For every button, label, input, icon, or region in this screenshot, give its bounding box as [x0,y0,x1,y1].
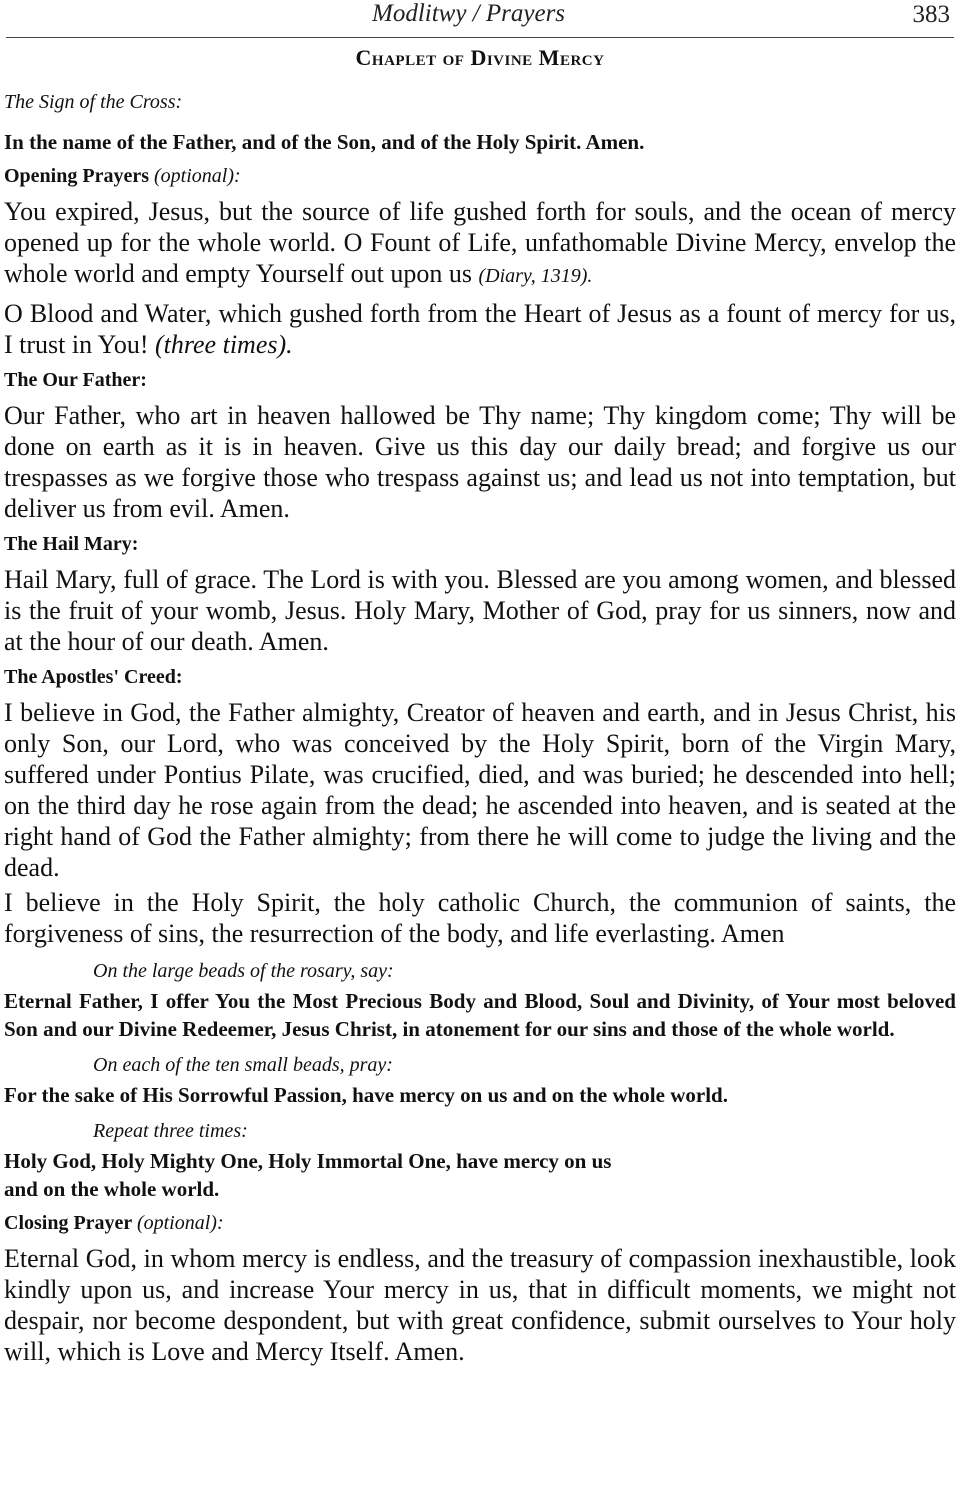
closing-prayer-optional: (optional): [136,1212,224,1234]
closing-prayer-heading [4,1209,956,1237]
chapter-title: Chaplet of Divine Mercy [355,45,605,70]
opening-prayers-title: Opening Prayers [4,165,149,187]
trisagion-line-1: Holy God, Holy Mighty One, Holy Immortal One, have mercy on us [4,1149,612,1173]
small-beads-instruction: On each of the ten small beads, pray: [93,1054,393,1076]
closing-prayer-text: Eternal God, in whom mercy is endless, and the treasury of compassion inexhaustible, look kindly upon us, and increase Your mercy in us, that in difficult moments, we might not despair, nor become despondent, but with great confidence, submit ourselves to Your holy will, which is Love and Mercy Itself. Amen. [4,1244,956,1366]
our-father-heading: The Our Father: [4,369,147,391]
apostles-creed-paragraph-2: I believe in the Holy Spirit, the holy catholic Church, the communion of saints, the forgiveness of sins, the resurrection of the body, and life everlasting. Amen [4,888,956,948]
apostles-creed-heading: The Apostles' Creed: [4,666,183,688]
header-rule [6,37,954,38]
repeat-instruction: Repeat three times: [93,1120,248,1142]
running-header: Modlitwy / Prayers [372,0,566,27]
trisagion-line-2: and on the whole world. [4,1177,220,1201]
page-header [0,0,960,38]
hail-mary-heading: The Hail Mary: [4,533,139,555]
page-number: 383 [912,1,950,28]
opening-prayers-optional: (optional): [154,165,241,187]
small-beads-prayer: For the sake of His Sorrowful Passion, have mercy on us and on the whole world. [4,1083,728,1107]
closing-prayer-title: Closing Prayer [4,1212,132,1234]
hail-mary-text: Hail Mary, full of grace. The Lord is with you. Blessed are you among women, and blessed is the fruit of your womb, Jesus. Holy Mary, Mother of God, pray for us sinners, now and at the hour of our death. Amen. [4,565,956,656]
opening-prayer-2-text: O Blood and Water, which gushed forth from the Heart of Jesus as a fount of mercy for us, I trust in You! [4,299,956,359]
opening-prayer-2 [4,298,956,360]
trisagion-prayer [4,1147,956,1203]
document-body [4,86,956,1367]
large-beads-prayer: Eternal Father, I offer You the Most Precious Body and Blood, Soul and Divinity, of Your most beloved Son and our Divine Redeemer, Jesus Christ, in atonement for our sins and those of the whole world. [4,989,956,1041]
sign-of-cross-label: The Sign of the Cross: [4,91,183,113]
opening-prayer-1 [4,196,956,292]
opening-prayer-1-text: You expired, Jesus, but the source of life gushed forth for souls, and the ocean of mercy opened up for the whole world. O Fount of Life, unfathomable Divine Mercy, envelop the whole world and empty Yourself out upon us [4,197,956,288]
apostles-creed-paragraph-1: I believe in God, the Father almighty, Creator of heaven and earth, and in Jesus Christ, his only Son, our Lord, who was conceived by the Holy Spirit, born of the Virgin Mary, suffered under Pontius Pilate, was crucified, died, and was buried; he descended into hell; on the third day he rose again from the dead; he ascended into heaven, and is seated at the right hand of God the Father almighty; from there he will come to judge the living and the dead. [4,698,956,882]
three-times-note: (three times). [154,330,293,359]
diary-reference: (Diary, 1319). [478,265,593,287]
sign-of-cross-text: In the name of the Father, and of the Son, and of the Holy Spirit. Amen. [4,130,645,154]
large-beads-instruction: On the large beads of the rosary, say: [93,960,394,982]
opening-prayers-heading [4,162,956,190]
our-father-text: Our Father, who art in heaven hallowed be Thy name; Thy kingdom come; Thy will be done on earth as it is in heaven. Give us this day our daily bread; and forgive us our trespasses as we forgive those who trespass against us; and lead us not into temptation, but deliver us from evil. Amen. [4,401,956,523]
